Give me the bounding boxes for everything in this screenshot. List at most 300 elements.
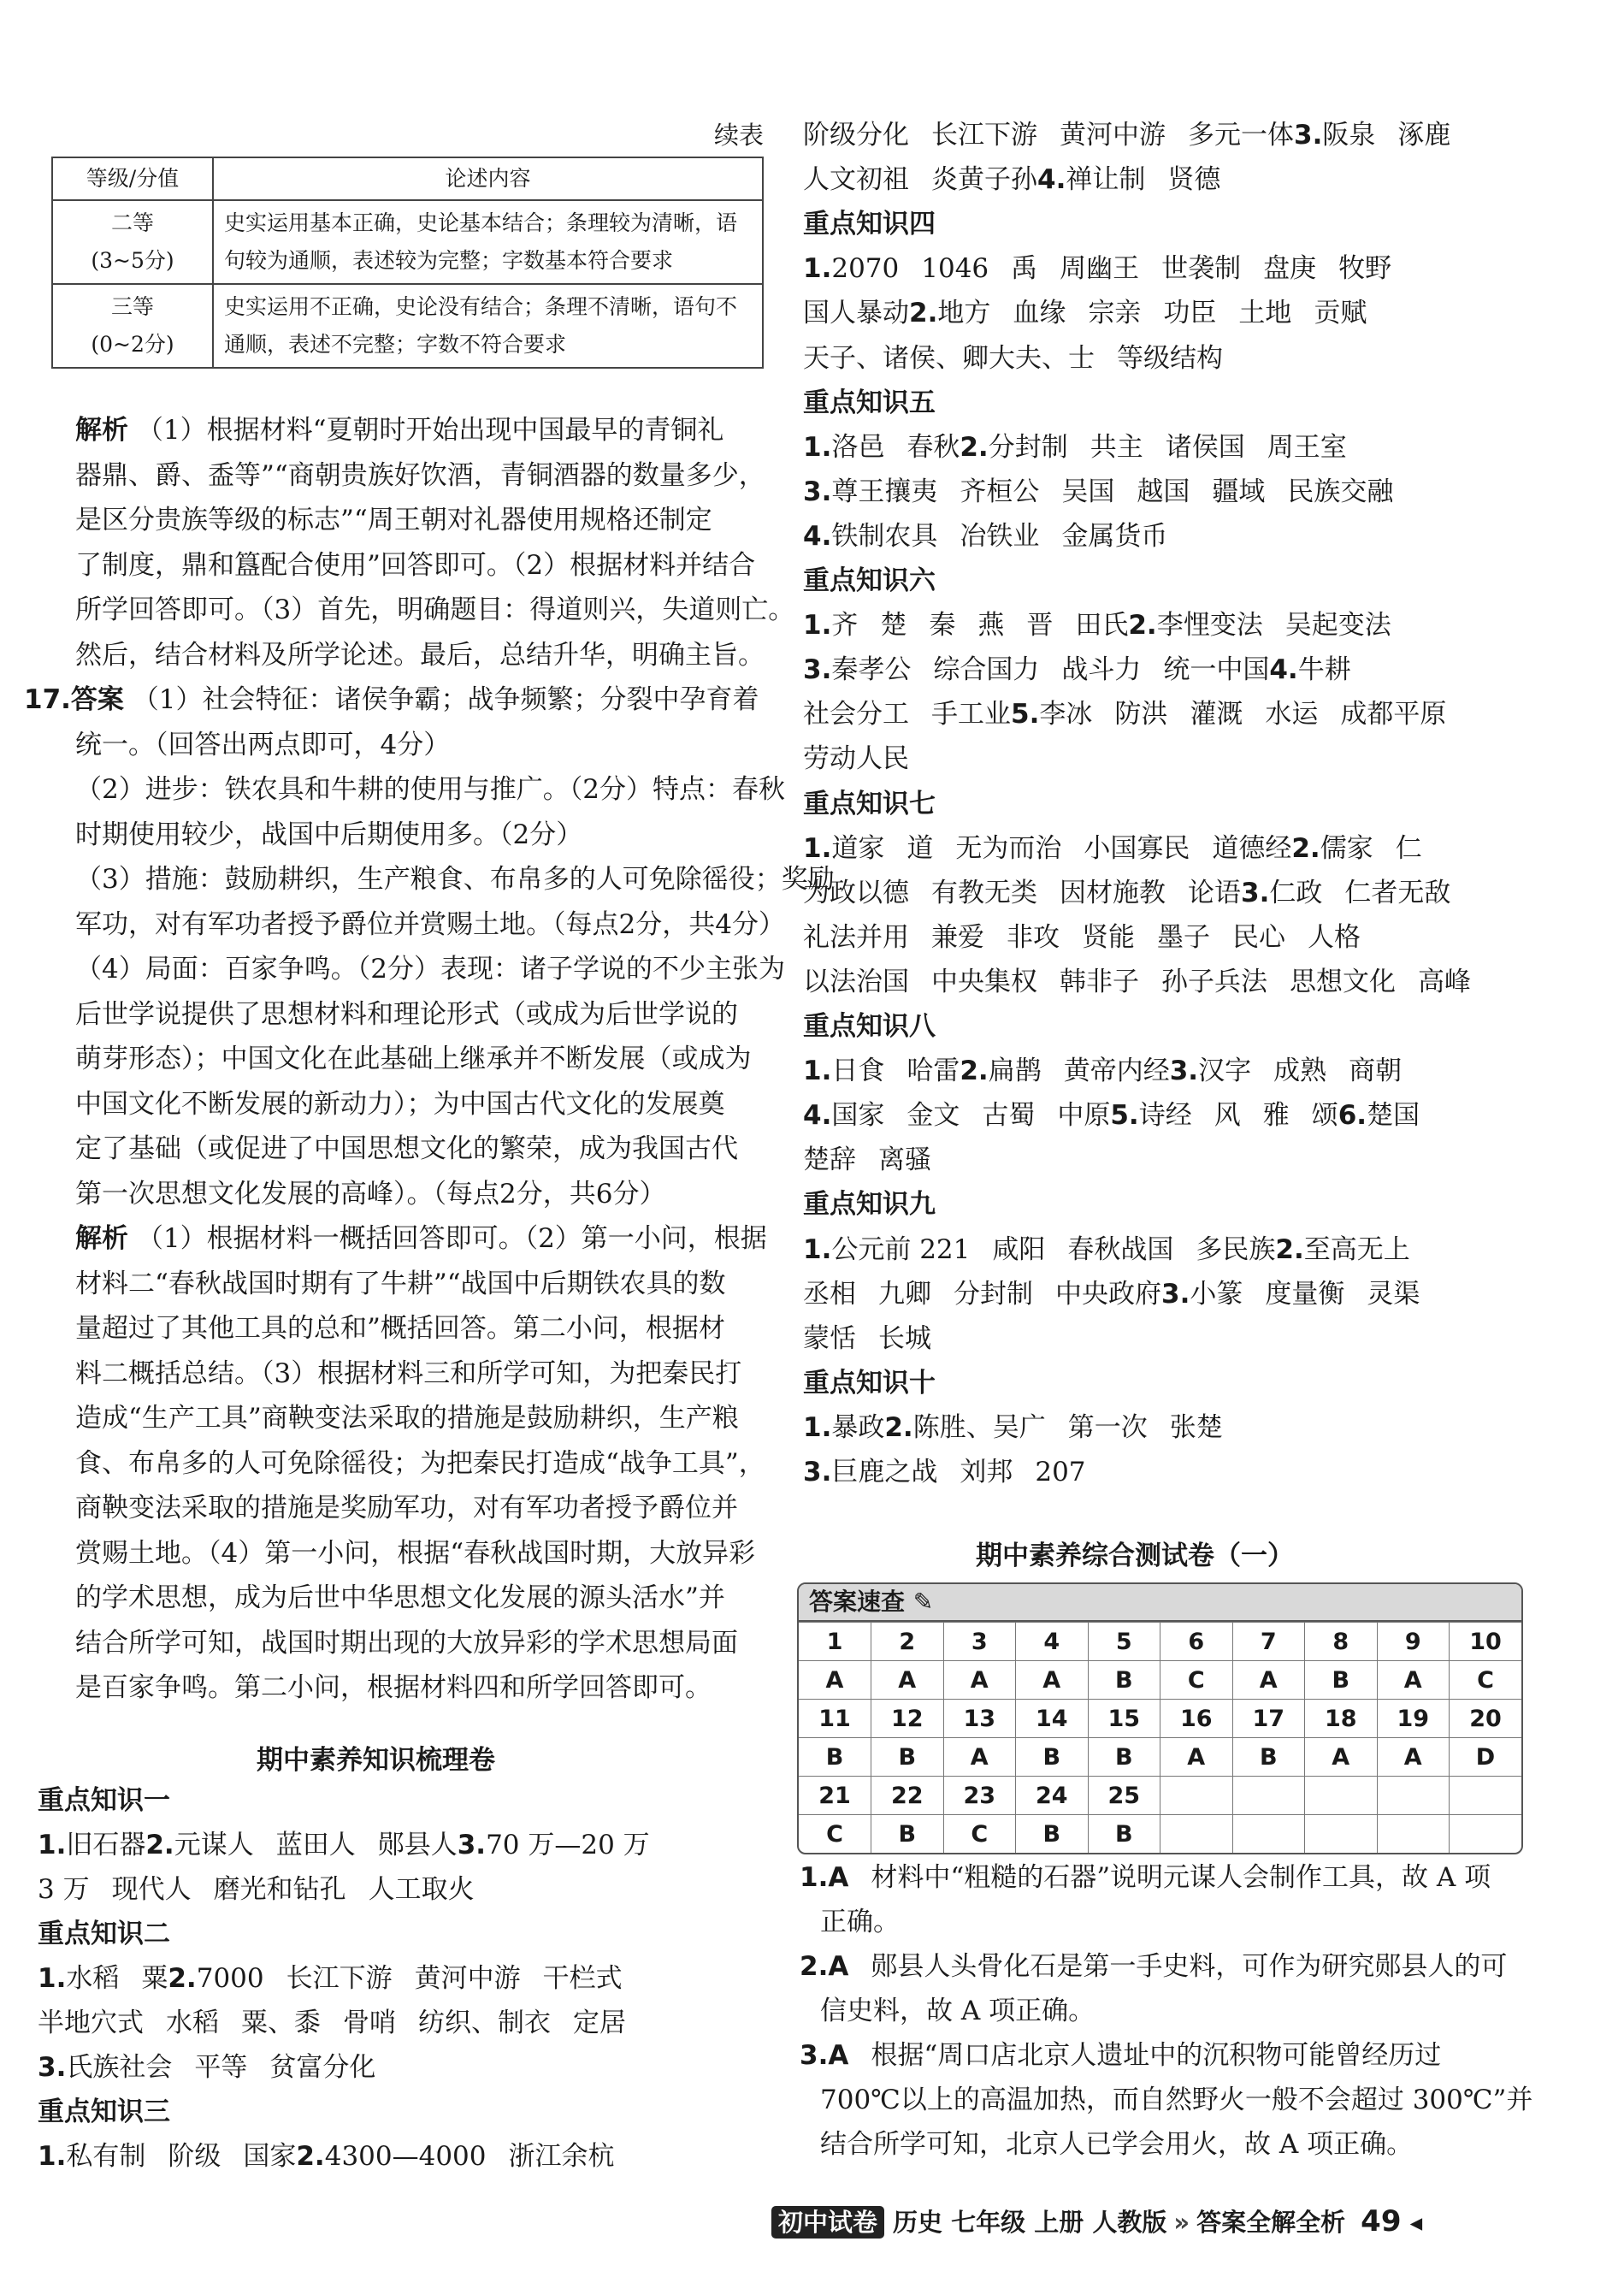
question-number: 8 — [1305, 1623, 1378, 1661]
knowledge-heading: 重点知识二 — [38, 1919, 170, 1949]
item-number: 1. — [803, 1411, 832, 1443]
answer-term: 国家 — [831, 1100, 885, 1132]
question-number: 20 — [1450, 1700, 1522, 1738]
answer-term: 尊王攘夷 — [831, 476, 938, 507]
text-line — [75, 638, 765, 672]
answer-term: 浙江余杭 — [508, 2141, 615, 2172]
question-number — [1450, 1777, 1522, 1815]
answer-term: 李悝变法 — [1156, 610, 1263, 642]
answer-term: 雅 — [1262, 1100, 1290, 1132]
answer-term: 高峰 — [1418, 966, 1471, 997]
question-number: 15 — [1088, 1700, 1160, 1738]
answer-term: 人文初祖 — [803, 164, 909, 196]
line-text: 后世学说提供了思想材料和理论形式（或成为后世学说的 — [75, 998, 738, 1030]
answer-term: 儒家 — [1320, 832, 1373, 864]
line-text: （1）根据材料“夏朝时开始出现中国最早的青铜礼 — [128, 415, 724, 446]
answer-line — [38, 2139, 615, 2174]
grade-level: 二等 — [110, 210, 154, 235]
footer-grade: 七年级 — [951, 2208, 1026, 2237]
question-number: 16 — [1160, 1700, 1233, 1738]
item-number: 1. — [38, 1830, 67, 1860]
answer-letter: A — [1160, 1738, 1233, 1777]
answer-term: 周王室 — [1267, 431, 1347, 463]
text-line — [75, 772, 785, 807]
grade-level: 三等 — [110, 294, 154, 319]
answer-term: 地方 — [937, 298, 991, 329]
answer-term: 陈胜、吴广 — [912, 1411, 1046, 1443]
answer-term: 刘邦 — [960, 1457, 1013, 1487]
answer-term: 3 万 — [38, 1874, 90, 1905]
answer-key-title: 答案速查 — [809, 1588, 906, 1616]
text-line — [75, 1311, 725, 1346]
answer-term: 长江下游 — [931, 120, 1037, 151]
knowledge-heading: 重点知识十 — [803, 1367, 936, 1399]
answer-term: 黄帝内经 — [1063, 1056, 1170, 1087]
label-tag: 17.答案 — [24, 684, 124, 715]
line-text: （4）局面：百家争鸣。（2分）表现：诸子学说的不少主张为 — [75, 954, 785, 985]
answer-term: 世袭制 — [1161, 253, 1242, 285]
answer-term: 土地 — [1238, 298, 1292, 329]
answer-line — [38, 2050, 375, 2085]
question-number: 12 — [871, 1700, 944, 1738]
answer-term: 人格 — [1308, 921, 1361, 953]
item-number: 2. — [1275, 1233, 1304, 1265]
line-text: 了制度，鼎和簋配合使用”回答即可。（2）根据材料并结合 — [75, 549, 756, 581]
answer-term: 兼爱 — [931, 921, 984, 953]
answer-term: 燕 — [977, 610, 1005, 642]
answer-term: 中央政府 — [1055, 1278, 1161, 1310]
answer-letter: B — [1088, 1815, 1160, 1854]
answer-term: 金文 — [906, 1100, 960, 1132]
answer-term: 成都平原 — [1340, 699, 1447, 730]
answer-letter: A — [799, 1661, 871, 1700]
answer-term: 分封制 — [988, 431, 1068, 463]
answer-term: 7000 — [196, 1963, 264, 1994]
answer-term: 仁者无敌 — [1344, 877, 1451, 908]
answer-line — [803, 831, 1422, 866]
item-number: 2. — [1128, 610, 1157, 642]
item-number: 1. — [38, 2141, 67, 2172]
answer-term: 牛耕 — [1297, 654, 1351, 686]
answer-term: 周幽王 — [1060, 253, 1140, 285]
answer-term: 2070 — [831, 253, 900, 285]
item-number: 1. — [803, 253, 832, 285]
question-number: 24 — [1016, 1777, 1089, 1815]
line-text: 所学回答即可。（3）首先，明确题目：得道则兴，失道则亡。 — [75, 594, 795, 625]
line-text: （2）进步：铁农具和牛耕的使用与推广。（2分）特点：春秋 — [75, 774, 785, 805]
answer-term: 无为而治 — [955, 832, 1062, 864]
answer-letter — [1305, 1815, 1378, 1854]
question-number — [1305, 1777, 1378, 1815]
question-number: 2 — [871, 1623, 944, 1661]
page-footer — [771, 2203, 1422, 2241]
explanation-text: 材料中“粗糙的石器”说明元谋人会制作工具，故 A 项 — [871, 1862, 1491, 1893]
answer-term: 铁制农具 — [831, 520, 938, 552]
text-line — [24, 683, 759, 717]
explanation-line — [800, 2038, 1441, 2073]
answer-line — [803, 118, 1450, 152]
answer-term: 半地穴式 — [38, 2008, 144, 2038]
answer-term: 灌溉 — [1190, 699, 1243, 730]
answer-line — [803, 1277, 1420, 1311]
answer-term: 私有制 — [66, 2141, 146, 2172]
triangle-left-icon: ◂ — [1401, 2208, 1423, 2237]
explanation-line — [820, 2083, 1532, 2117]
question-number: 19 — [1377, 1700, 1450, 1738]
question-number: 18 — [1305, 1700, 1378, 1738]
text-line — [75, 413, 723, 447]
answer-term: 涿鹿 — [1397, 120, 1451, 151]
answer-term: 楚辞 — [803, 1144, 856, 1176]
text-line — [75, 593, 794, 627]
answer-term: 古蜀 — [982, 1100, 1036, 1132]
grade-cell — [52, 284, 213, 368]
explanation-text: 正确。 — [820, 1907, 900, 1937]
answer-letter: B — [871, 1815, 944, 1854]
label-tag: 解析 — [75, 415, 128, 446]
answer-term: 水稻 — [66, 1963, 120, 1994]
answer-term: 思想文化 — [1290, 966, 1396, 997]
answer-term: 贫富分化 — [269, 2052, 376, 2083]
answer-term: 民心 — [1232, 921, 1285, 953]
answer-term: 阶级 — [168, 2141, 221, 2172]
section-title: 期中素养知识梳理卷 — [257, 1745, 495, 1776]
item-number: 3. — [38, 2052, 67, 2083]
answer-term: 分封制 — [954, 1278, 1033, 1310]
answer-letter: C — [799, 1815, 871, 1854]
footer-subject: 历史 — [893, 2208, 943, 2237]
answer-term: 张楚 — [1169, 1411, 1223, 1443]
question-number: 1 — [799, 1623, 871, 1661]
item-number: 3. — [1169, 1056, 1199, 1087]
answer-term: 齐桓公 — [960, 476, 1040, 507]
question-number: 23 — [943, 1777, 1016, 1815]
answer-row — [799, 1661, 1521, 1700]
answer-letter: A — [828, 2040, 849, 2071]
answer-letter: B — [1016, 1738, 1089, 1777]
text-line — [75, 1132, 738, 1166]
answer-line — [803, 1322, 931, 1356]
answer-line — [803, 697, 1446, 731]
answer-term: 劳动人民 — [803, 743, 909, 775]
text-line — [75, 1491, 738, 1525]
text-line — [75, 1536, 755, 1570]
knowledge-heading: 重点知识三 — [38, 2097, 170, 2127]
answer-term: 公元前 221 — [831, 1233, 971, 1265]
answer-term: 汉字 — [1198, 1056, 1252, 1087]
answer-letter: C — [943, 1815, 1016, 1854]
grade-score: (0~2分) — [91, 332, 174, 357]
text-line — [75, 1177, 665, 1211]
answer-term: 粟 — [141, 1963, 168, 1994]
answer-term: 小国寡民 — [1084, 832, 1190, 864]
line-text: （3）措施：鼓励耕织，生产粮食、布帛多的人可免除徭役；奖励 — [75, 864, 835, 895]
answer-line — [803, 920, 1361, 955]
text-line — [75, 548, 755, 583]
answer-letter: A — [1305, 1738, 1378, 1777]
text-line — [75, 1221, 767, 1256]
item-number: 3. — [803, 1457, 832, 1487]
answer-term: 共主 — [1090, 431, 1143, 463]
line-text: 中国文化不断发展的新动力）；为中国古代文化的发展奠 — [75, 1088, 725, 1120]
line-text: 赏赐土地。（4）第一小问，根据“春秋战国时期，大放异彩 — [75, 1537, 756, 1569]
answer-term: 春秋 — [906, 431, 960, 463]
answer-term: 道 — [906, 832, 934, 864]
answer-letter: A — [943, 1661, 1016, 1700]
answer-term: 韩非子 — [1060, 966, 1139, 997]
answer-term: 金属货币 — [1061, 520, 1168, 552]
question-number: 11 — [799, 1700, 871, 1738]
answer-line — [803, 341, 1223, 376]
item-number: 2. — [168, 1963, 197, 1994]
grade-row — [52, 200, 763, 284]
answer-term: 黄河中游 — [414, 1963, 521, 1994]
question-number: 13 — [943, 1700, 1016, 1738]
answer-term: 冶铁业 — [960, 520, 1040, 552]
answer-term: 风 — [1214, 1100, 1241, 1132]
line-text: （1）社会特征：诸侯争霸；战争频繁；分裂中孕育着 — [123, 684, 759, 715]
answer-term: 血缘 — [1013, 298, 1066, 329]
item-number: 3. — [803, 654, 832, 686]
knowledge-heading: 重点知识八 — [803, 1011, 936, 1042]
answer-term: 田氏 — [1075, 610, 1129, 642]
answer-term: 统一中国 — [1163, 654, 1270, 686]
answer-term: 旧石器 — [66, 1830, 146, 1860]
answer-term: 楚 — [880, 610, 907, 642]
explanation-text: 结合所学可知，北京人已学会用火，故 A 项正确。 — [820, 2129, 1414, 2160]
grade-content: 史实运用基本正确，史论基本结合；条理较为清晰，语句较为通顺，表述较为完整；字数基本符合要求 — [213, 200, 763, 284]
answer-letter: B — [799, 1738, 871, 1777]
item-number: 2. — [296, 2141, 325, 2172]
answer-line — [803, 965, 1471, 999]
answer-letter: B — [1305, 1661, 1378, 1700]
item-number: 5. — [1011, 699, 1040, 730]
knowledge-heading: 重点知识五 — [803, 387, 936, 418]
answer-term: 等级结构 — [1117, 342, 1223, 374]
text-line — [75, 1671, 712, 1705]
answer-term: 道德经 — [1212, 832, 1292, 864]
item-number: 2. — [960, 1056, 989, 1087]
answer-term: 社会分工 — [803, 699, 909, 730]
answer-term: 吴国 — [1061, 476, 1115, 507]
answer-row — [799, 1815, 1521, 1854]
item-number: 1. — [803, 1056, 832, 1087]
question-number: 22 — [871, 1777, 944, 1815]
answer-term: 晋 — [1026, 610, 1054, 642]
answer-letter — [1160, 1815, 1233, 1854]
answer-term: 颂 — [1311, 1100, 1338, 1132]
answer-term: 有教无类 — [931, 877, 1037, 908]
question-number: 7 — [1232, 1623, 1305, 1661]
explanation-line — [820, 2127, 1413, 2162]
question-number: 21 — [799, 1777, 871, 1815]
answer-line — [803, 163, 1220, 197]
question-number: 25 — [1088, 1777, 1160, 1815]
answer-letter: A — [943, 1738, 1016, 1777]
answer-term: 郧县人 — [377, 1830, 458, 1860]
line-text: 军功，对有军功者授予爵位并赏赐土地。（每点2分，共4分） — [75, 908, 785, 940]
number-row — [799, 1623, 1521, 1661]
answer-term: 春秋战国 — [1067, 1233, 1174, 1265]
answer-key-label — [799, 1584, 1521, 1622]
answer-key-box — [797, 1582, 1523, 1854]
explanation-line — [820, 1905, 900, 1939]
answer-term: 秦 — [929, 610, 956, 642]
answer-term: 商朝 — [1349, 1056, 1403, 1087]
answer-term: 纺织、制衣 — [418, 2008, 551, 2038]
answer-term: 度量衡 — [1265, 1278, 1345, 1310]
explanation-line — [820, 1994, 1095, 2028]
answer-letter — [1450, 1815, 1522, 1854]
grade-row — [52, 284, 763, 368]
answer-term: 礼法并用 — [803, 921, 909, 953]
knowledge-heading: 重点知识九 — [803, 1189, 936, 1221]
answer-term: 干栏式 — [542, 1963, 623, 1994]
explanation-text: 信史料，故 A 项正确。 — [820, 1996, 1095, 2026]
answer-term: 1046 — [921, 253, 989, 285]
answer-term: 功臣 — [1163, 298, 1217, 329]
answer-term: 水运 — [1265, 699, 1319, 730]
answer-term: 水稻 — [166, 2008, 219, 2038]
table-continued-label: 续表 — [714, 121, 765, 150]
answer-term: 手工业 — [931, 699, 1011, 730]
answer-term: 贡赋 — [1314, 298, 1367, 329]
answer-term: 多元一体 — [1188, 120, 1294, 151]
text-line — [75, 818, 582, 852]
answer-letter: A — [1377, 1661, 1450, 1700]
answer-term: 207 — [1035, 1457, 1086, 1487]
text-line — [75, 1626, 738, 1660]
item-number: 3. — [1294, 120, 1323, 151]
answer-line — [803, 1411, 1223, 1445]
content-header: 论述内容 — [213, 157, 763, 200]
answer-term: 暴政 — [831, 1411, 885, 1443]
answer-term: 成熟 — [1273, 1056, 1327, 1087]
exam-title: 期中素养综合测试卷（一） — [976, 1541, 1294, 1571]
text-line — [75, 1357, 741, 1391]
line-text: 的学术思想，成为后世中华思想文化发展的源头活水”并 — [75, 1582, 725, 1613]
answer-term: 仁 — [1395, 832, 1422, 864]
line-text: 统一。（回答出两点即可，4分） — [75, 729, 451, 760]
answer-term: 长城 — [878, 1322, 931, 1354]
answer-term: 贤能 — [1082, 921, 1135, 953]
line-text: 商鞅变法采取的措施是奖励军功，对有军功者授予爵位并 — [75, 1493, 738, 1523]
answer-term: 洛邑 — [831, 431, 885, 463]
item-number: 2. — [145, 1830, 174, 1860]
answer-term: 粟、黍 — [241, 2008, 321, 2038]
answer-line — [803, 1455, 1086, 1489]
answer-letter: B — [1088, 1738, 1160, 1777]
answer-letter: D — [1450, 1738, 1522, 1777]
answer-line — [803, 1233, 1410, 1267]
answer-term: 扁鹊 — [988, 1056, 1042, 1087]
answer-term: 至高无上 — [1303, 1233, 1410, 1265]
line-text: 时期使用较少，战国中后期使用多。（2分） — [75, 819, 583, 850]
answer-line — [38, 1872, 475, 1907]
answer-letter: B — [1088, 1661, 1160, 1700]
item-number: 3. — [1241, 877, 1270, 908]
text-line — [75, 1446, 765, 1481]
question-number: 5 — [1088, 1623, 1160, 1661]
item-number: 1. — [803, 832, 832, 864]
line-text: 定了基础（或促进了中国思想文化的繁荣，成为我国古代 — [75, 1133, 738, 1164]
item-number: 1. — [803, 431, 832, 463]
item-number: 4. — [1037, 164, 1066, 196]
answer-term: 中原 — [1057, 1100, 1111, 1132]
item-number: 4. — [803, 1100, 832, 1132]
answer-term: 疆域 — [1212, 476, 1266, 507]
answer-term: 论语 — [1188, 877, 1241, 908]
item-number: 2. — [884, 1411, 913, 1443]
explanation-text: 根据“周口店北京人遗址中的沉积物可能曾经历过 — [871, 2040, 1442, 2071]
line-text: 器鼎、爵、盉等”“商朝贵族好饮酒，青铜酒器的数量多少， — [75, 459, 765, 491]
text-line — [75, 1581, 725, 1615]
text-line — [75, 1087, 725, 1121]
answer-term: 灵渠 — [1367, 1278, 1420, 1310]
footer-tag: 初中试卷 — [771, 2206, 884, 2239]
question-number: 3 — [943, 1623, 1016, 1661]
answer-term: 贤德 — [1167, 164, 1221, 196]
answer-term: 为政以德 — [803, 877, 909, 908]
answer-term: 骨哨 — [343, 2008, 396, 2038]
answer-term: 小篆 — [1190, 1278, 1243, 1310]
answer-line — [803, 1098, 1420, 1133]
answer-line — [803, 1143, 931, 1177]
answer-line — [803, 519, 1167, 553]
double-chevron-icon: » — [1173, 2208, 1190, 2237]
question-number: 6 — [1160, 1623, 1233, 1661]
line-text: 量超过了其他工具的总和”概括回答。第二小问，根据材 — [75, 1313, 725, 1344]
answer-term: 70 万—20 万 — [486, 1830, 650, 1860]
answer-term: 道家 — [831, 832, 885, 864]
item-number: 2. — [1291, 832, 1320, 864]
knowledge-heading: 重点知识七 — [803, 788, 936, 819]
answer-key-table — [799, 1622, 1521, 1853]
answer-letter: C — [1160, 1661, 1233, 1700]
knowledge-heading: 重点知识四 — [803, 209, 936, 240]
text-line — [75, 1267, 726, 1301]
grade-cell — [52, 200, 213, 284]
line-text: 然后，结合材料及所学论述。最后，总结升华，明确主旨。 — [75, 639, 765, 671]
answer-letter: A — [828, 1862, 849, 1893]
answer-term: 蒙恬 — [803, 1322, 856, 1354]
text-line — [75, 1401, 739, 1435]
answer-line — [803, 876, 1450, 910]
answer-line — [803, 296, 1367, 330]
question-number — [1232, 1777, 1305, 1815]
answer-line — [803, 251, 1391, 286]
label-tag: 解析 — [75, 1223, 128, 1254]
answer-letter — [1377, 1815, 1450, 1854]
answer-term: 齐 — [831, 610, 859, 642]
line-text: 是百家争鸣。第二小问，根据材料四和所学回答即可。 — [75, 1672, 712, 1703]
answer-term: 氏族社会 — [66, 2052, 173, 2083]
answer-letter: B — [871, 1738, 944, 1777]
pencil-icon: ✎ — [912, 1588, 934, 1616]
answer-row — [799, 1738, 1521, 1777]
text-line — [75, 728, 450, 762]
line-text: 第一次思想文化发展的高峰）。（每点2分，共6分） — [75, 1178, 666, 1209]
item-number: 2. — [800, 1951, 829, 1982]
item-number: 1. — [803, 1233, 832, 1265]
answer-term: 定居 — [573, 2008, 626, 2038]
item-number: 3. — [1161, 1278, 1190, 1310]
answer-term: 非攻 — [1007, 921, 1060, 953]
answer-term: 长江下游 — [286, 1963, 393, 1994]
answer-term: 九卿 — [878, 1278, 931, 1310]
answer-term: 因材施教 — [1060, 877, 1166, 908]
page-number: 49 — [1361, 2204, 1402, 2239]
